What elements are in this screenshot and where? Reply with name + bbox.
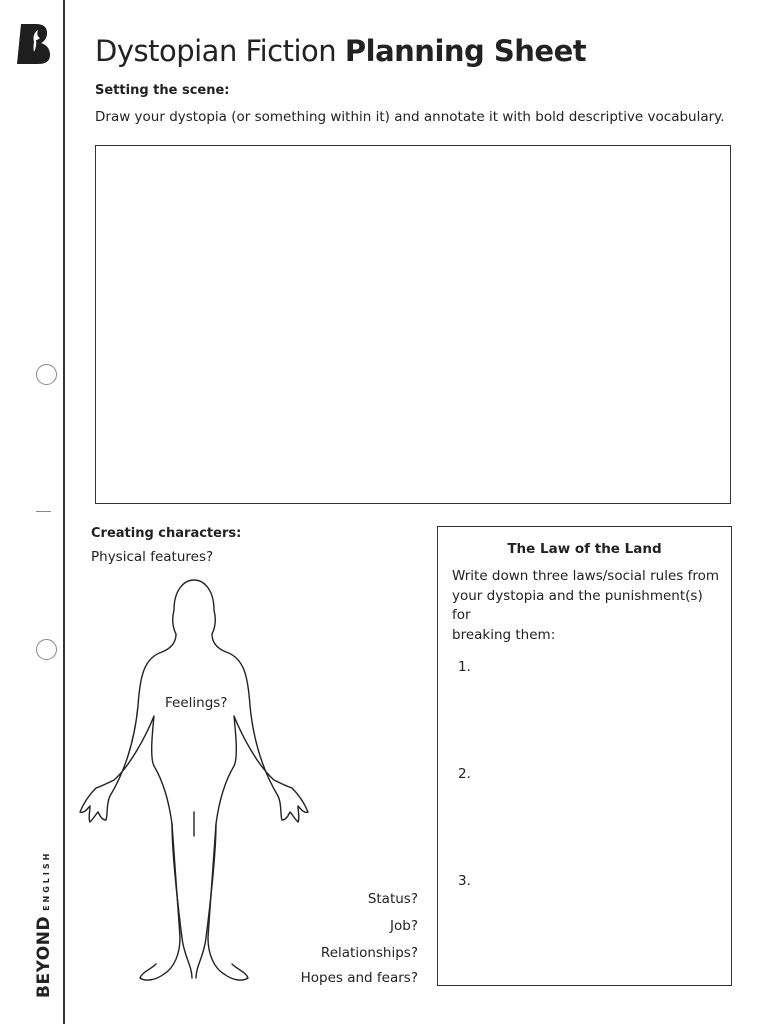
brand-wordmark [34, 851, 54, 998]
status-prompt: Status? [367, 891, 418, 907]
law-number-2: 2. [458, 766, 471, 782]
brand-word-english: ENGLISH [42, 850, 51, 911]
page-title-regular: Dystopian Fiction [95, 34, 337, 68]
drawing-area[interactable] [95, 145, 731, 504]
human-body-outline-icon [76, 576, 314, 988]
law-description-line: Write down three laws/social rules from [452, 568, 719, 584]
setting-instruction: Draw your dystopia (or something within it) and annotate it with bold descriptive vocabulary. [95, 109, 725, 125]
setting-label: Setting the scene: [95, 83, 230, 98]
characters-label: Creating characters: [91, 526, 242, 541]
punch-hole-bottom [36, 639, 57, 660]
law-number-3: 3. [458, 873, 471, 889]
law-description-line: breaking them: [452, 626, 556, 643]
hopes-and-fears-prompt: Hopes and fears? [300, 970, 418, 986]
punch-hole-top [36, 364, 57, 385]
relationships-prompt: Relationships? [320, 945, 418, 961]
law-title: The Law of the Land [507, 541, 662, 557]
job-prompt: Job? [390, 918, 418, 934]
law-description-line: your dystopia and the punishment(s) for [452, 587, 703, 623]
law-number-1: 1. [458, 659, 471, 675]
feelings-label: Feelings? [165, 695, 228, 711]
page-title [95, 34, 586, 68]
brand-word-beyond: BEYOND [34, 915, 54, 998]
beyond-b-logo-icon [14, 20, 54, 68]
law-description [452, 567, 724, 645]
page-title-bold: Planning Sheet [344, 34, 587, 68]
fold-mark [36, 511, 51, 512]
law-of-the-land-box[interactable] [437, 526, 732, 986]
margin-line [63, 0, 65, 1024]
physical-features-label: Physical features? [91, 549, 214, 565]
